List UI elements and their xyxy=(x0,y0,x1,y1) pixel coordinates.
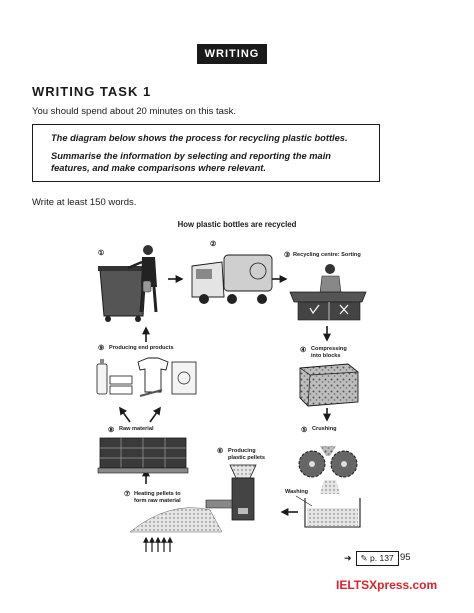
step-6-pellets xyxy=(206,447,265,520)
bin-wheel-right xyxy=(135,316,141,322)
pencil-icon: ✎ xyxy=(360,553,368,563)
prompt-line-2: Summarise the information by selecting and reporting the main features, and make comparisons where relevant. xyxy=(51,151,331,173)
truck-wheel-mid xyxy=(227,294,237,304)
step-2-number: ② xyxy=(210,241,217,248)
step-3-sorting xyxy=(284,251,366,320)
page-reference xyxy=(344,551,399,566)
bottle-cap xyxy=(100,359,104,364)
step-5-label: Crushing xyxy=(312,426,337,432)
task-title: WRITING TASK 1 xyxy=(32,84,152,99)
step-3-label: Recycling centre: Sorting xyxy=(293,252,361,258)
bin-wheel-left xyxy=(105,316,111,322)
truck-wheel-front xyxy=(199,294,209,304)
step-4-label-2: into blocks xyxy=(311,353,341,359)
held-bottle-icon xyxy=(143,281,151,292)
arrow-8-to-9-right xyxy=(150,408,160,422)
section-badge: WRITING xyxy=(197,44,267,64)
reference-arrow-icon: ➜ xyxy=(344,553,352,563)
step-8-raw-material xyxy=(98,426,188,473)
reference-page: p. 137 xyxy=(370,553,394,563)
wash-water-flakes xyxy=(307,508,358,526)
truck-cab-icon xyxy=(192,262,224,297)
step-7-number: ⑦ xyxy=(124,491,131,498)
step-1-number: ① xyxy=(98,250,105,257)
step-4-compressing xyxy=(300,346,358,406)
diagram-title: How plastic bottles are recycled xyxy=(177,220,297,229)
gear-hub-left xyxy=(309,461,315,467)
collection-bin-icon xyxy=(100,270,146,316)
bag-product-icon xyxy=(172,362,196,394)
step-9-end-products xyxy=(97,344,196,396)
step-7-label-2: form raw material xyxy=(134,498,181,504)
arrow-8-to-9-left xyxy=(120,408,130,422)
step-5-crushing xyxy=(299,426,357,494)
step-3-number: ③ xyxy=(284,252,291,259)
time-instruction: You should spend about 20 minutes on this task. xyxy=(32,106,237,117)
truck-window-icon xyxy=(196,269,212,279)
step-9-number: ⑨ xyxy=(98,345,105,352)
step-7-label-1: Heating pellets to xyxy=(134,491,181,497)
truck-wheel-rear xyxy=(257,294,267,304)
reference-box[interactable] xyxy=(356,551,399,566)
conveyor-belt-icon xyxy=(290,292,366,302)
tshirt-product-icon xyxy=(138,358,168,392)
step-9-label: Producing end products xyxy=(109,345,174,351)
truck-container-icon xyxy=(224,255,272,291)
step-6-number: ⑥ xyxy=(217,448,224,455)
pellet-heap-icon xyxy=(130,508,222,532)
pallet-icon xyxy=(98,468,188,473)
person-head-icon xyxy=(143,245,153,255)
container-product-icon-2 xyxy=(110,386,132,394)
step-8-number: ⑧ xyxy=(108,427,115,434)
heat-arrows-icon xyxy=(146,538,170,552)
worker-body-icon xyxy=(320,276,341,293)
container-product-icon xyxy=(110,376,132,384)
word-count-instruction: Write at least 150 words. xyxy=(32,197,137,208)
step-5-number: ⑤ xyxy=(301,427,308,434)
step-6-label-2: plastic pellets xyxy=(228,455,265,461)
step-8-label: Raw material xyxy=(119,426,154,432)
page-number: 95 xyxy=(400,552,411,563)
pellet-hopper-icon xyxy=(230,465,256,478)
step-7-heating xyxy=(124,490,222,552)
bin-lid xyxy=(98,266,148,271)
falling-flakes xyxy=(320,480,340,494)
step-4-label-1: Compressing xyxy=(311,346,347,352)
step-4-number: ④ xyxy=(300,347,307,354)
step-1-collection xyxy=(98,245,157,322)
step-2-truck xyxy=(192,240,272,304)
step-6-label-1: Producing xyxy=(228,448,256,454)
crusher-input-pieces xyxy=(320,446,336,456)
machine-control-panel xyxy=(238,508,248,514)
water-inlet-pipe xyxy=(296,496,312,506)
watermark: IELTSXpress.com xyxy=(336,578,438,592)
pellet-extruder-chute xyxy=(206,500,232,508)
bottle-product-icon xyxy=(97,364,107,394)
washing-tank xyxy=(285,489,360,527)
prompt-line-1: The diagram below shows the process for recycling plastic bottles. xyxy=(51,133,348,143)
gear-hub-right xyxy=(341,461,347,467)
washing-label: Washing xyxy=(285,489,309,495)
worker-head-icon xyxy=(325,264,335,274)
